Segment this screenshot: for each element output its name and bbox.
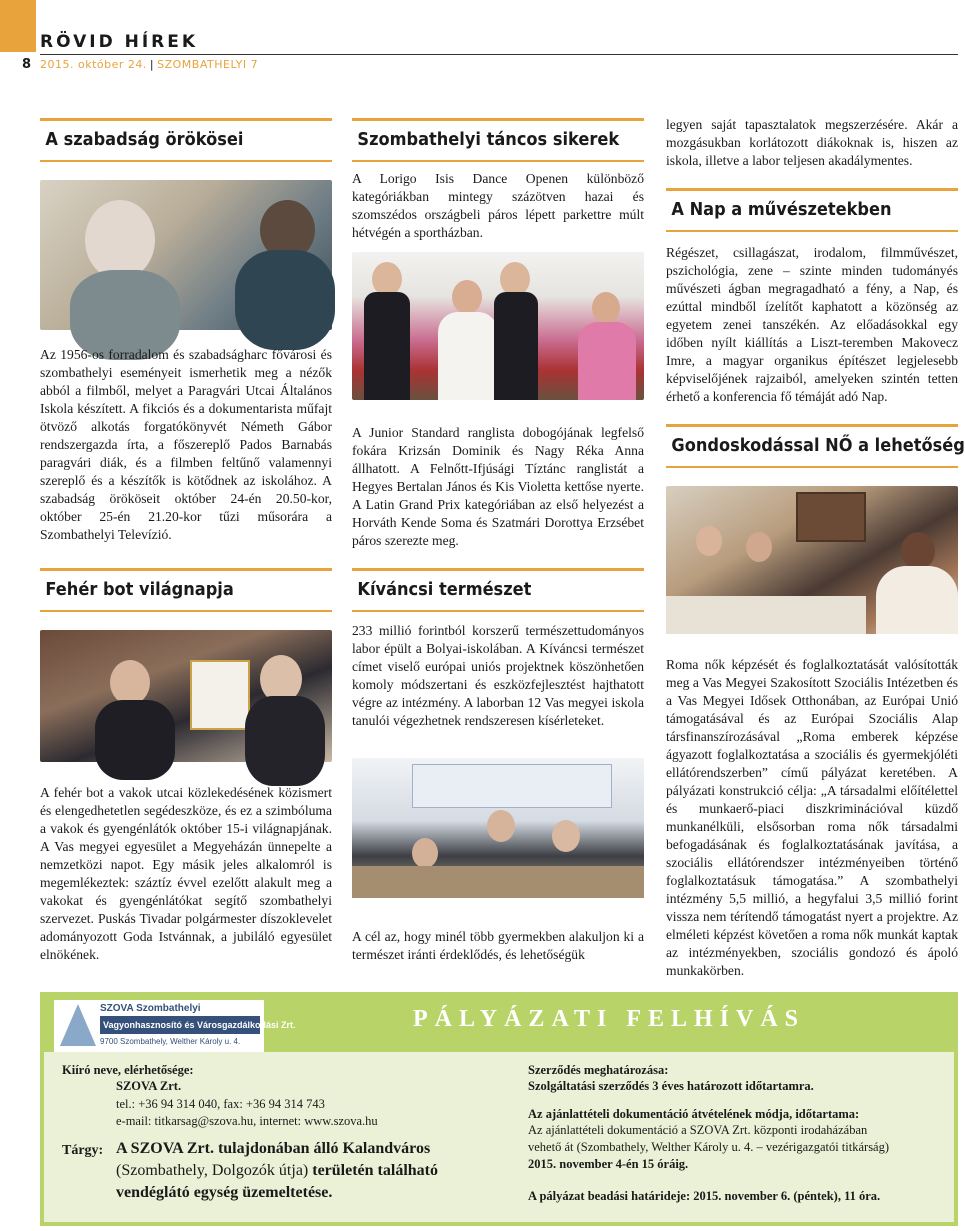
tender-box (40, 992, 958, 1226)
logo-line-1: SZOVA Szombathelyi (100, 1003, 201, 1014)
photo-dancer-1 (372, 262, 402, 296)
article-title: Fehér bot világnapja (45, 579, 234, 600)
article-szabadsag (40, 118, 332, 162)
section-sub-rule (666, 230, 958, 232)
submission-deadline: A pályázat beadási határideje: 2015. november 6. (péntek), 11 óra. (528, 1189, 881, 1203)
publication-mark: 7 (250, 58, 259, 71)
docs-line-3: 2015. november 4-én 15 óráig. (528, 1157, 689, 1171)
photo-dancer-3 (500, 262, 530, 296)
header-accent (0, 0, 36, 52)
article-body: A cél az, hogy minél több gyermekben alakuljon ki a természet iránti érdeklődés, és lehetőségük (352, 929, 644, 962)
photo-person-2 (487, 810, 515, 842)
article-continued: legyen saját tapasztalatok megszerzésére. Akár a mozgásukban korlátozott diákoknak is, hiszen az iskola, illetve a labor teljesen akadálymentes. (666, 117, 958, 168)
photo-person-student-body (235, 250, 335, 350)
photo-dancer-3-body (494, 292, 538, 400)
article-title: Szombathelyi táncos sikerek (357, 129, 620, 150)
article-body: A fehér bot a vakok utcai közlekedésének közismert és elengedhetetlen segédeszköze, és ez a szimbóluma a vakok és gyengénlátók október 15-i világnapjának. A Vas megyei egyesület a Megyeházán ünnepelte a nemzetközi napot. Egy másik jeles alkalomról is megemlékeztek: száztíz évvel ezelőtt alakult meg a vakokat és gyengénlátókat segítő szombathelyi szervezet. Puskás Tivadar polgármester díszoklevelet adományozott Goda Istvánnak, a jubiláló egyesület elnökének. (40, 785, 332, 962)
issue-date: 2015. október 24. (40, 58, 147, 71)
photo-person-1 (412, 838, 438, 868)
issuer-name: SZOVA Zrt. (116, 1079, 182, 1093)
article-feherbot (40, 568, 332, 612)
docs-line-1: Az ajánlattételi dokumentáció a SZOVA Zrt. központi irodaházában (528, 1123, 868, 1137)
contract-value: Szolgáltatási szerződés 3 éves határozott időtartamra. (528, 1079, 814, 1093)
photo-bookshelf (796, 492, 866, 542)
photo-attendee-1 (696, 526, 722, 556)
photo-film-scene (40, 180, 332, 330)
article-body: Régészet, csillagászat, irodalom, filmművészet, pszichológia, zene – szinte minden tudományés művészeti ágban megragadható a fény, a Nap, és ezúttal mindből ízelítőt kaphatott a közönség az egyetem zenei tanszékén. Az előadásokkal egy időben nyílt kiállítás a Liszt-teremben Makovecz Imre, a magyar organikus építészet legjelesebb képviselőjének rajzaiból, amelyeken szintén tetten érhető a konferencia fő témáját adó Nap. (666, 245, 958, 404)
photo-person-elderly (85, 200, 155, 280)
photo-dancer-4-dress (578, 322, 636, 400)
logo-line-2: Vagyonhasznosító és Városgazdálkodási Zrt. (100, 1016, 260, 1034)
article-body: A Junior Standard ranglista dobogójának legfelső fokára Krizsán Dominik és Nagy Réka Anna állhatott. A Felnőtt-Ifjúsági Tíztánc ranglistát a Hegyes Bertalan János és Kis Violetta kettőse nyerte. A Latin Grand Prix kategóriában az első helyezést a Horváth Kende Soma és Szatmári Dorottya Erzsébet páros szerezte meg. (352, 425, 644, 548)
issuer-phone: tel.: +36 94 314 040, fax: +36 94 314 743 (116, 1097, 325, 1111)
subject-part-2: (Szombathely, Dolgozók útja) (116, 1162, 309, 1179)
article-tancos (352, 118, 644, 162)
contract-label: Szerződés meghatározása: (528, 1063, 669, 1077)
photo-dancer-2-dress (438, 312, 498, 400)
logo-line-3: 9700 Szombathely, Welther Károly u. 4. (100, 1037, 241, 1046)
article-intro: A Lorigo Isis Dance Openen különböző kategóriákban mintegy százötven hazai és szomszédos országbeli páros lépett parkettre múlt hétvégén a sportházban. (352, 171, 644, 240)
photo-dancer-2 (452, 280, 482, 314)
article-intro: 233 millió forintból korszerű természettudományos labor épült a Bolyai-iskolában. A Kíváncsi természet címet viselő európai uniós projektnek köszönhetően komoly módszertani és eszközfejlesztést hajthatott végre az intézmény. A laborban 12 Vas megyei iskola tanulói végezhetnek rendszeresen kísérleteket. (352, 623, 644, 728)
photo-dancer-1-body (364, 292, 410, 400)
page-number: 8 (22, 57, 32, 72)
photo-dancer-4 (592, 292, 620, 324)
header-rule (40, 54, 958, 55)
issue-separator: | (149, 58, 155, 71)
article-body: Roma nők képzését és foglalkoztatását valósították meg a Vas Megyei Szakosított Szociális Intézetben és a Vas Megyei Idősek Otthonában, az Európai Unió támogatásával és az Európai Szociális Alap társfinanszírozásával „Roma emberek képzése ágyazott foglalkoztatása a szociális és gyermekjóléti ellátórendszerben” című pályázat keretében. A pályázati konstrukció célja: „A társadalmi előítélettel és munkaerő-piaci diszkriminációval küzdő munkanélküli, elsősorban roma nők társadalmi befogadásának és foglalkoztatásának javítása, a szociális ellátórendszer intézményeiben történő foglalkoztatásuk támogatása.” A szombathelyi intézmény 5,5 millió, a hegyfalui 3,5 millió forint vissza nem térítendő támogatást nyert a projektre. Az elméleti képzést követően a roma nők munkát kaptak az intézményekben, szociális gondozó és ápoló munkakörben. (666, 657, 958, 978)
publication-name: SZOMBATHELYI (157, 58, 247, 71)
photo-certificate (190, 660, 250, 730)
article-body: Az 1956-os forradalom és szabadságharc fővárosi és szombathelyi eseményeit ismerhetik meg a nézők abból a filmből, melyet a Paragvári Utcai Általános Iskola készített. A fikciós és a dokumentarista műfajt ötvöző alkotás forgatókönyvét Németh Gábor rendszergazda írta, a főszereplő Pados Barnabás paragvári diák, és a filmben feltűnő valamennyi szereplő és a készítők is kötődnek az iskolához. A szabadság örököseit október 24-én 20.50-kor, október 25-én 21.20-kor tűzi műsorára a Szombathelyi Televízió. (40, 347, 332, 542)
article-title: Gondoskodással NŐ a lehetőség (671, 435, 965, 456)
szova-logo-icon (60, 1004, 96, 1046)
subject-part-3: területén található (308, 1162, 438, 1179)
photo-meeting (666, 486, 958, 634)
photo-attendee-2 (746, 532, 772, 562)
photo-award-ceremony (40, 630, 332, 762)
article-title: A szabadság örökösei (45, 129, 244, 150)
article-title: A Nap a művészetekben (671, 199, 892, 220)
photo-dance-winners (352, 252, 644, 400)
section-sub-rule (40, 610, 332, 612)
section-sub-rule (352, 160, 644, 162)
issuer-label: Kiíró neve, elérhetősége: (62, 1063, 194, 1077)
subject-part-1: A SZOVA Zrt. tulajdonában álló Kalandváros (116, 1140, 431, 1157)
photo-table (352, 866, 644, 898)
subject-text (116, 1138, 496, 1204)
docs-line-2: vehető át (Szombathely, Welther Károly u. 4. – vezérigazgatói titkárság) (528, 1140, 890, 1154)
photo-speaker-body (876, 566, 958, 634)
subject-part-4: vendéglátó egység üzemeltetése. (116, 1184, 333, 1201)
issuer-email: e-mail: titkarsag@szova.hu, internet: www.szova.hu (116, 1114, 378, 1128)
issue-line (40, 58, 258, 71)
article-nap (666, 188, 958, 232)
photo-person-left-body (95, 700, 175, 780)
tender-body (44, 1052, 954, 1222)
tender-title: PÁLYÁZATI FELHÍVÁS (412, 1006, 806, 1032)
section-sub-rule (352, 610, 644, 612)
article-gondoskodas (666, 424, 965, 468)
photo-lab-opening (352, 758, 644, 898)
photo-banner (412, 764, 612, 808)
szova-logo (54, 1000, 296, 1052)
docs-label: Az ajánlattételi dokumentáció átvételének módja, időtartama: (528, 1107, 860, 1121)
photo-person-right-body (245, 696, 325, 786)
section-sub-rule (666, 466, 958, 468)
section-header-title: RÖVID HÍREK (40, 32, 199, 52)
photo-speaker (901, 532, 935, 570)
section-sub-rule (40, 160, 332, 162)
photo-person-3 (552, 820, 580, 852)
photo-person-left (110, 660, 150, 705)
article-title: Kíváncsi természet (357, 579, 532, 600)
subject-label: Tárgy: (62, 1143, 104, 1158)
article-kivancsi (352, 568, 644, 612)
photo-table (666, 596, 866, 634)
